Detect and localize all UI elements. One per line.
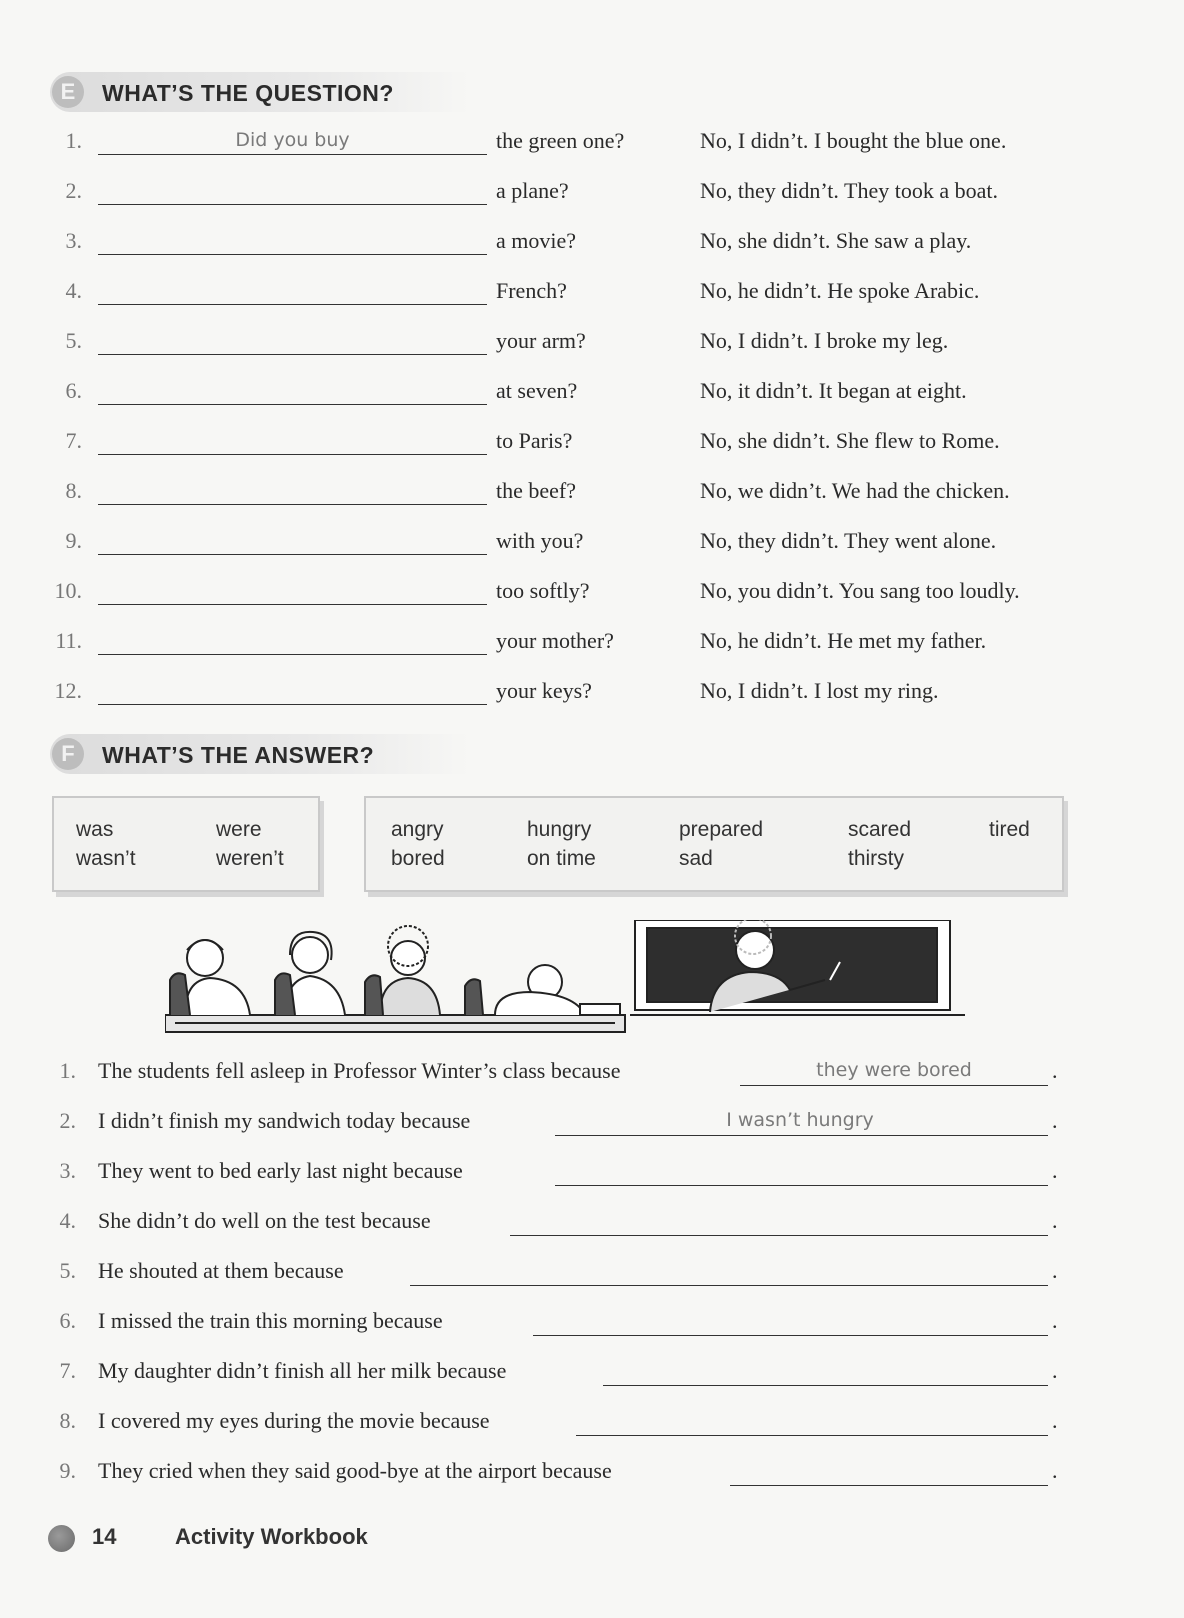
question-number: 3. [65,228,82,253]
question-ending: a plane? [496,178,569,203]
question-row [0,378,1184,418]
period: . [1052,1458,1058,1483]
question-row [0,578,1184,618]
question-row [0,528,1184,568]
answer-prompt: The students fell asleep in Professor Winter’s class because [98,1058,621,1083]
word-option: on time [527,847,596,870]
answer-prompt: I missed the train this morning because [98,1308,443,1333]
answer-blank[interactable] [510,1235,1048,1236]
answer-blank[interactable] [98,704,487,705]
answer-number: 1. [59,1058,76,1083]
question-ending: French? [496,278,567,303]
answer-number: 6. [59,1308,76,1333]
question-number: 4. [65,278,82,303]
question-ending: to Paris? [496,428,573,453]
period: . [1052,1358,1058,1383]
answer-blank[interactable] [98,404,487,405]
question-row [0,428,1184,468]
answer-row [0,1208,1184,1248]
question-number: 11. [55,628,82,653]
word-option: angry [391,818,444,841]
question-number: 6. [65,378,82,403]
answer-row [0,1308,1184,1348]
answer-number: 9. [59,1458,76,1483]
answer-row [0,1158,1184,1198]
section-f-title: WHAT’S THE ANSWER? [102,742,375,768]
question-ending: with you? [496,528,584,553]
answer-blank[interactable] [98,354,487,355]
question-number: 2. [65,178,82,203]
answer-blank[interactable] [576,1435,1048,1436]
question-row [0,178,1184,218]
classroom-illustration [165,920,1000,1040]
question-number: 9. [65,528,82,553]
answer-row [0,1408,1184,1448]
answer-blank[interactable] [730,1485,1048,1486]
question-response: No, we didn’t. We had the chicken. [700,478,1010,503]
answer-blank[interactable] [555,1135,1048,1136]
answer-blank[interactable] [410,1285,1048,1286]
question-response: No, they didn’t. They went alone. [700,528,997,553]
answer-row [0,1108,1184,1148]
question-ending: your arm? [496,328,586,353]
answer-blank[interactable] [98,254,487,255]
answer-blank[interactable] [98,204,487,205]
answer-prompt: I didn’t finish my sandwich today because [98,1108,471,1133]
question-response: No, I didn’t. I bought the blue one. [700,128,1007,153]
question-ending: the green one? [496,128,625,153]
adjective-word-box [364,796,1064,892]
word-option: weren’t [216,847,284,870]
word-option: bored [391,847,445,870]
answer-number: 8. [59,1408,76,1433]
answer-blank[interactable] [98,554,487,555]
period: . [1052,1158,1058,1183]
answer-row [0,1258,1184,1298]
question-number: 10. [54,578,82,603]
question-response: No, he didn’t. He spoke Arabic. [700,278,980,303]
word-option: tired [989,818,1030,841]
question-row [0,128,1184,168]
period: . [1052,1408,1058,1433]
word-option: thirsty [848,847,905,870]
handwritten-answer: I wasn’t hungry [726,1109,874,1131]
word-option: wasn’t [76,847,136,870]
answer-row [0,1058,1184,1098]
answer-blank[interactable] [533,1335,1048,1336]
question-response: No, he didn’t. He met my father. [700,628,987,653]
handwritten-answer: Did you buy [235,129,350,151]
book-title: Activity Workbook [175,1524,368,1549]
answer-number: 5. [59,1258,76,1283]
period: . [1052,1058,1058,1083]
section-f-header [50,734,470,774]
question-response: No, I didn’t. I lost my ring. [700,678,939,703]
question-ending: your mother? [496,628,614,653]
word-option: sad [679,847,713,870]
answer-blank[interactable] [740,1085,1048,1086]
answer-blank[interactable] [98,304,487,305]
question-number: 1. [65,128,82,153]
question-row [0,678,1184,718]
question-row [0,228,1184,268]
word-option: were [216,818,262,841]
question-ending: your keys? [496,678,592,703]
question-row [0,628,1184,668]
period: . [1052,1308,1058,1333]
answer-prompt: She didn’t do well on the test because [98,1208,431,1233]
answer-row [0,1358,1184,1398]
question-ending: at seven? [496,378,578,403]
word-option: scared [848,818,912,841]
answer-number: 7. [59,1358,76,1383]
answer-prompt: He shouted at them because [98,1258,344,1283]
word-option: prepared [679,818,764,841]
word-option: was [76,818,114,841]
answer-number: 2. [59,1108,76,1133]
question-number: 8. [65,478,82,503]
question-number: 7. [65,428,82,453]
question-row [0,278,1184,318]
answer-prompt: They went to bed early last night because [98,1158,463,1183]
section-f-badge: F [52,738,84,770]
period: . [1052,1108,1058,1133]
page-number: 14 [92,1524,117,1549]
question-response: No, she didn’t. She saw a play. [700,228,972,253]
answer-prompt: I covered my eyes during the movie because [98,1408,490,1433]
answer-prompt: They cried when they said good-bye at the airport because [98,1458,612,1483]
answer-blank[interactable] [98,454,487,455]
question-ending: the beef? [496,478,576,503]
page-dot-icon [48,1525,75,1552]
question-number: 12. [54,678,82,703]
answer-blank[interactable] [603,1385,1048,1386]
answer-blank[interactable] [98,654,487,655]
answer-prompt: My daughter didn’t finish all her milk because [98,1358,507,1383]
answer-blank[interactable] [98,504,487,505]
answer-row [0,1458,1184,1498]
answer-number: 4. [59,1208,76,1233]
question-response: No, they didn’t. They took a boat. [700,178,998,203]
answer-blank[interactable] [98,154,487,155]
question-response: No, you didn’t. You sang too loudly. [700,578,1020,603]
section-e-badge: E [52,76,84,108]
section-e-header [50,72,470,112]
answer-blank[interactable] [98,604,487,605]
question-number: 5. [65,328,82,353]
verb-word-box [52,796,320,892]
answer-blank[interactable] [555,1185,1048,1186]
question-row [0,478,1184,518]
answer-number: 3. [59,1158,76,1183]
section-e-title: WHAT’S THE QUESTION? [102,80,394,106]
question-response: No, it didn’t. It began at eight. [700,378,967,403]
period: . [1052,1258,1058,1283]
period: . [1052,1208,1058,1233]
word-option: hungry [527,818,592,841]
question-response: No, she didn’t. She flew to Rome. [700,428,1000,453]
question-ending: too softly? [496,578,590,603]
question-response: No, I didn’t. I broke my leg. [700,328,949,353]
handwritten-answer: they were bored [816,1059,972,1081]
question-ending: a movie? [496,228,577,253]
question-row [0,328,1184,368]
